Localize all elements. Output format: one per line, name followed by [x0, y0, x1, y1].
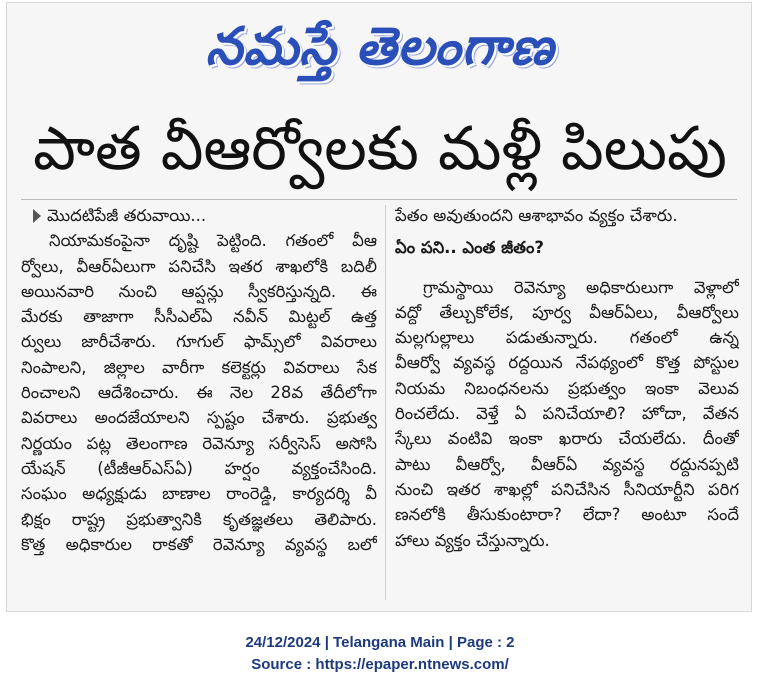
column-divider — [385, 205, 386, 600]
play-arrow-icon — [33, 209, 41, 223]
text-line: రించాలని ఆదేశించారు. ఈ నెల 28వ తేదీలోగా — [21, 383, 377, 403]
text-line: మల్లగుల్లాలు పడుతున్నారు. గతంలో ఉన్న — [395, 328, 739, 348]
footer-publication-info: 24/12/2024 | Telangana Main | Page : 2 — [245, 634, 515, 651]
continuation-kicker — [21, 203, 377, 228]
text-line: మేరకు తాజాగా సీసీఎల్‌ఏ నవీన్ మిట్టల్ ఉత్త — [21, 307, 377, 327]
text-line: భిక్షం రాష్ట్ర ప్రభుత్వానికి కృతజ్ఞతలు తెలిపారు. — [21, 509, 377, 529]
text-line: హాలు వ్యక్తం చేస్తున్నారు. — [395, 530, 550, 550]
text-line: సంఘం అధ్యక్షుడు బాణాల రాంరెడ్డి, కార్యదర్శి వీ — [21, 484, 377, 504]
masthead-logo: నమస్తే తెలంగాణ — [205, 16, 555, 77]
footer-source-link[interactable]: Source : https://epaper.ntnews.com/ — [251, 656, 509, 673]
text-line: వివరాలు అందజేయాలని స్పష్టం చేశారు. ప్రభుత్వ — [21, 408, 377, 428]
text-line: నింపాలని, జిల్లాల వారీగా కలెక్టర్లు వివరాలు సేక — [21, 357, 377, 377]
newspaper-clipping — [6, 2, 752, 612]
continuation-label: మొదటిపేజీ తరువాయి... — [47, 206, 207, 225]
text-line: ర్వోలు, వీఆర్‌ఏలుగా పనిచేసి ఇతర శాఖలోకి బదిలీ — [21, 256, 377, 276]
text-line: ర్వులు జారీచేశారు. గూగుల్ ఫామ్స్‌లో వివరాలు — [21, 332, 377, 352]
text-line: రించలేదు. వెళ్తే ఏ పనిచేయాలి? హోదా, వేతన — [395, 404, 739, 424]
text-line: పాటు వీఆర్వో, వీఆర్‌ఏ వ్యవస్థ రద్దునప్పటి — [395, 454, 739, 474]
article-headline: పాత వీఆర్వోలకు మళ్లీ పిలుపు — [33, 114, 727, 184]
text-line: నియామకంపైనా దృష్టి పెట్టింది. గతంలో వీఆ — [49, 231, 377, 251]
text-line: గ్రామస్థాయి రెవెన్యూ అధికారులుగా వెళ్లాలో — [423, 277, 739, 297]
text-line: వద్దో తేల్చుకోలేక, పూర్వ వీఆర్‌ఏలు, వీఆర్వోలు — [395, 302, 739, 322]
text-line: పేతం అవుతుందని ఆశాభావం వ్యక్తం చేశారు. — [395, 206, 678, 225]
headline-divider — [21, 199, 737, 200]
article-right-column — [395, 203, 739, 553]
text-line: కొత్త అధికారుల రాకతో రెవెన్యూ వ్యవస్థ బలో — [21, 534, 377, 554]
text-line: నుంచి ఇతర శాఖల్లో పనిచేసిన సీనియార్టీని పరిగ — [395, 479, 739, 499]
text-line: అయినవారి నుంచి ఆప్షన్లు స్వీకరిస్తున్నది. ఈ — [21, 281, 377, 301]
text-line: యేషన్ (టీజీఆర్‌ఎస్‌ఏ) హర్షం వ్యక్తంచేసింది. — [21, 458, 377, 478]
text-line: నియమ నిబంధనలను ప్రభుత్వం ఇంకా వెలువ — [395, 378, 739, 398]
text-line: నిర్ణయం పట్ల తెలంగాణ రెవెన్యూ సర్వీసెస్ అసోసి — [21, 433, 377, 453]
article-subheading: ఏం పని.. ఎంత జీతం? — [395, 238, 544, 258]
text-line: స్కేలు వంటివి ఇంకా ఖరారు చేయలేదు. దీంతో — [395, 429, 739, 449]
text-line: ణనలోకి తీసుకుంటారా? లేదా? అంటూ సందే — [395, 505, 739, 525]
article-left-column — [21, 203, 377, 557]
masthead — [7, 3, 753, 91]
text-line: వీఆర్వో వ్యవస్థ రద్దయిన నేపథ్యంలో కొత్త పోస్టుల — [395, 353, 739, 373]
